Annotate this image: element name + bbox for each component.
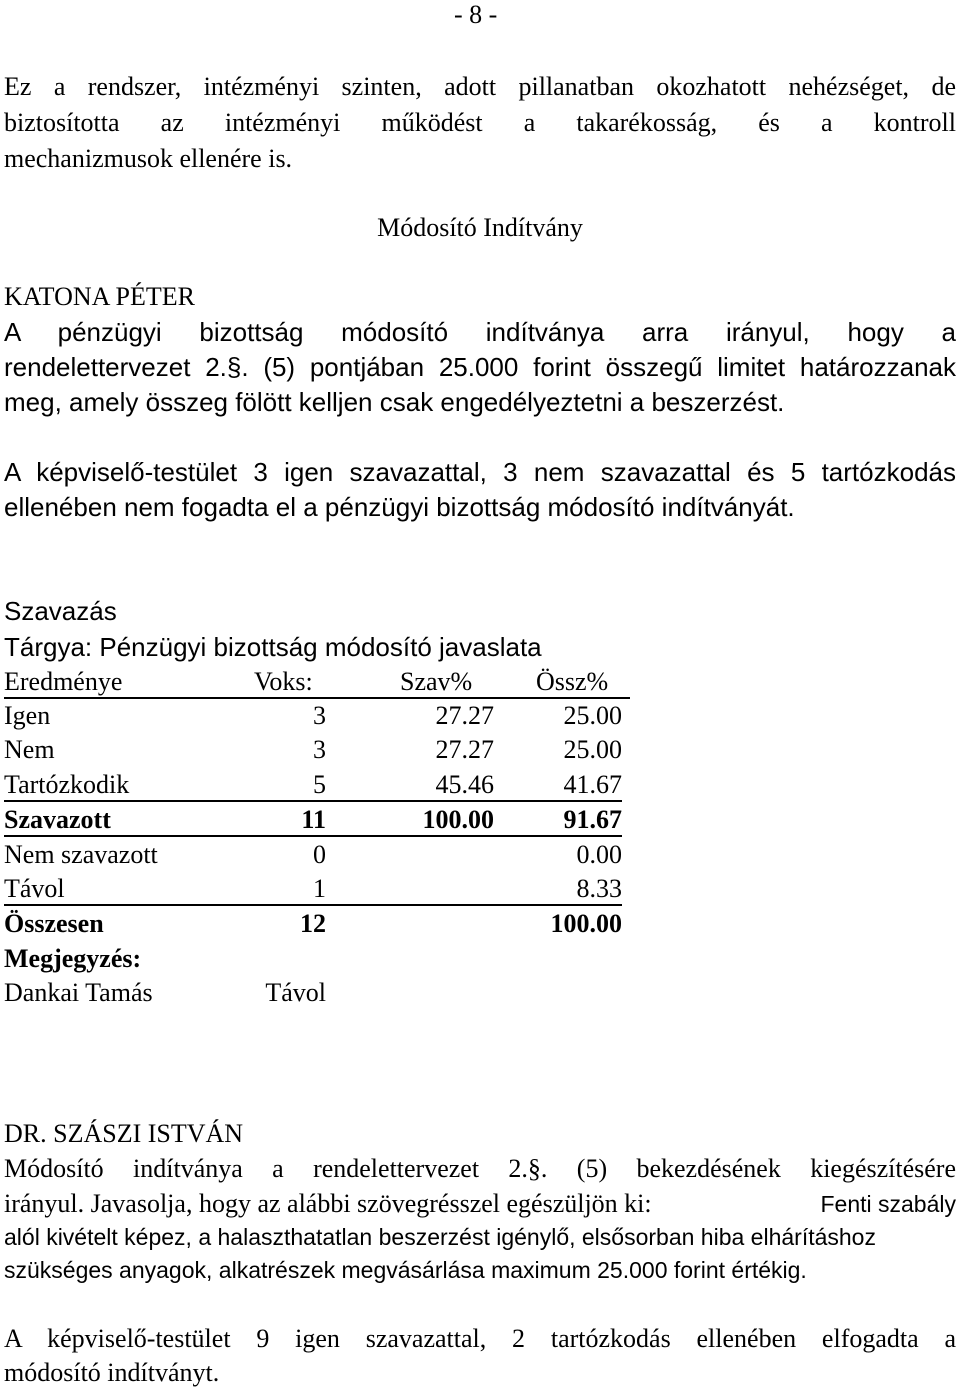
row-szav: 27.27 — [435, 735, 494, 764]
row-voks: 3 — [313, 701, 326, 730]
page-number: - 8 - — [454, 0, 498, 29]
row-szav: 45.46 — [435, 770, 494, 799]
result1-line-1: A képviselő-testület 3 igen szavazattal, 3 nem szavazattal és 5 tartózkodás — [4, 457, 956, 487]
row-voks: 12 — [300, 909, 326, 938]
header-eredmenye: Eredménye — [4, 667, 123, 696]
row-voks: 3 — [313, 735, 326, 764]
row-label: Szavazott — [4, 805, 111, 834]
row-label: Nem — [4, 735, 55, 764]
row-ossz: 8.33 — [576, 874, 622, 903]
row-label: Tartózkodik — [4, 770, 130, 799]
row-label: Nem szavazott — [4, 840, 158, 869]
result2-line-1: A képviselő-testület 9 igen szavazattal, 2 tartózkodás ellenében elfogadta a — [4, 1324, 956, 1353]
intro-line-3: mechanizmusok ellenére is. — [4, 144, 293, 173]
row-ossz: 25.00 — [563, 701, 622, 730]
proposal2-line-2-text: irányul. Javasolja, hogy az alábbi szövegrésszel egészüljön ki: — [4, 1189, 652, 1218]
intro-line-2: biztosította az intézményi működést a takarékosság, és a kontroll — [4, 108, 956, 137]
proposal2-quote-line-2: szükséges anyagok, alkatrészek megvásárlása maximum 25.000 forint értékig. — [4, 1257, 807, 1283]
note-label: Megjegyzés: — [4, 944, 142, 973]
note-name: Dankai Tamás — [4, 978, 153, 1007]
proposal2-quote-start: Fenti szabály — [820, 1191, 956, 1217]
row-label: Összesen — [4, 909, 104, 938]
speaker-katona: KATONA PÉTER — [4, 282, 195, 311]
note-value: Távol — [265, 978, 326, 1007]
row-voks: 0 — [313, 840, 326, 869]
section-title: Módosító Indítvány — [377, 213, 583, 242]
intro-line-1: Ez a rendszer, intézményi szinten, adott pillanatban okozhatott nehézséget, de — [4, 72, 956, 101]
proposal2-line-2 — [4, 1187, 956, 1221]
proposal2-line-1: Módosító indítványa a rendelettervezet 2.§. (5) bekezdésének kiegészítésére — [4, 1154, 956, 1183]
speaker-szaszi: DR. SZÁSZI ISTVÁN — [4, 1119, 244, 1148]
row-ossz: 91.67 — [563, 805, 622, 834]
result1-line-2: ellenében nem fogadta el a pénzügyi bizottság módosító indítványát. — [4, 492, 795, 522]
row-ossz: 0.00 — [576, 840, 622, 869]
row-label: Távol — [4, 874, 65, 903]
row-voks: 1 — [313, 874, 326, 903]
row-ossz: 25.00 — [563, 735, 622, 764]
row-label: Igen — [4, 701, 51, 730]
row-voks: 5 — [313, 770, 326, 799]
row-ossz: 100.00 — [550, 909, 622, 938]
row-ossz: 41.67 — [563, 770, 622, 799]
proposal1-line-2: rendelettervezet 2.§. (5) pontjában 25.000 forint összegű limitet határozzanak — [4, 352, 956, 382]
row-szav: 27.27 — [435, 701, 494, 730]
tavol-underline — [4, 904, 622, 906]
row-voks: 11 — [301, 805, 326, 834]
proposal1-line-3: meg, amely összeg fölött kelljen csak engedélyeztetni a beszerzést. — [4, 387, 785, 417]
header-ossz: Össz% — [536, 667, 609, 696]
vote-subject: Tárgya: Pénzügyi bizottság módosító javaslata — [4, 632, 542, 662]
header-voks: Voks: — [254, 667, 313, 696]
proposal2-quote-line-1: alól kivételt képez, a halaszthatatlan beszerzést igénylő, elsősorban hiba elhárításhoz — [4, 1224, 876, 1250]
vote-title: Szavazás — [4, 596, 117, 626]
proposal1-line-1: A pénzügyi bizottság módosító indítványa arra irányul, hogy a — [4, 317, 956, 347]
header-szav: Szav% — [400, 667, 473, 696]
szavazott-underline — [4, 835, 622, 837]
row-szav: 100.00 — [422, 805, 494, 834]
tartozkodik-underline — [4, 800, 622, 802]
result2-line-2: módosító indítványt. — [4, 1358, 220, 1387]
